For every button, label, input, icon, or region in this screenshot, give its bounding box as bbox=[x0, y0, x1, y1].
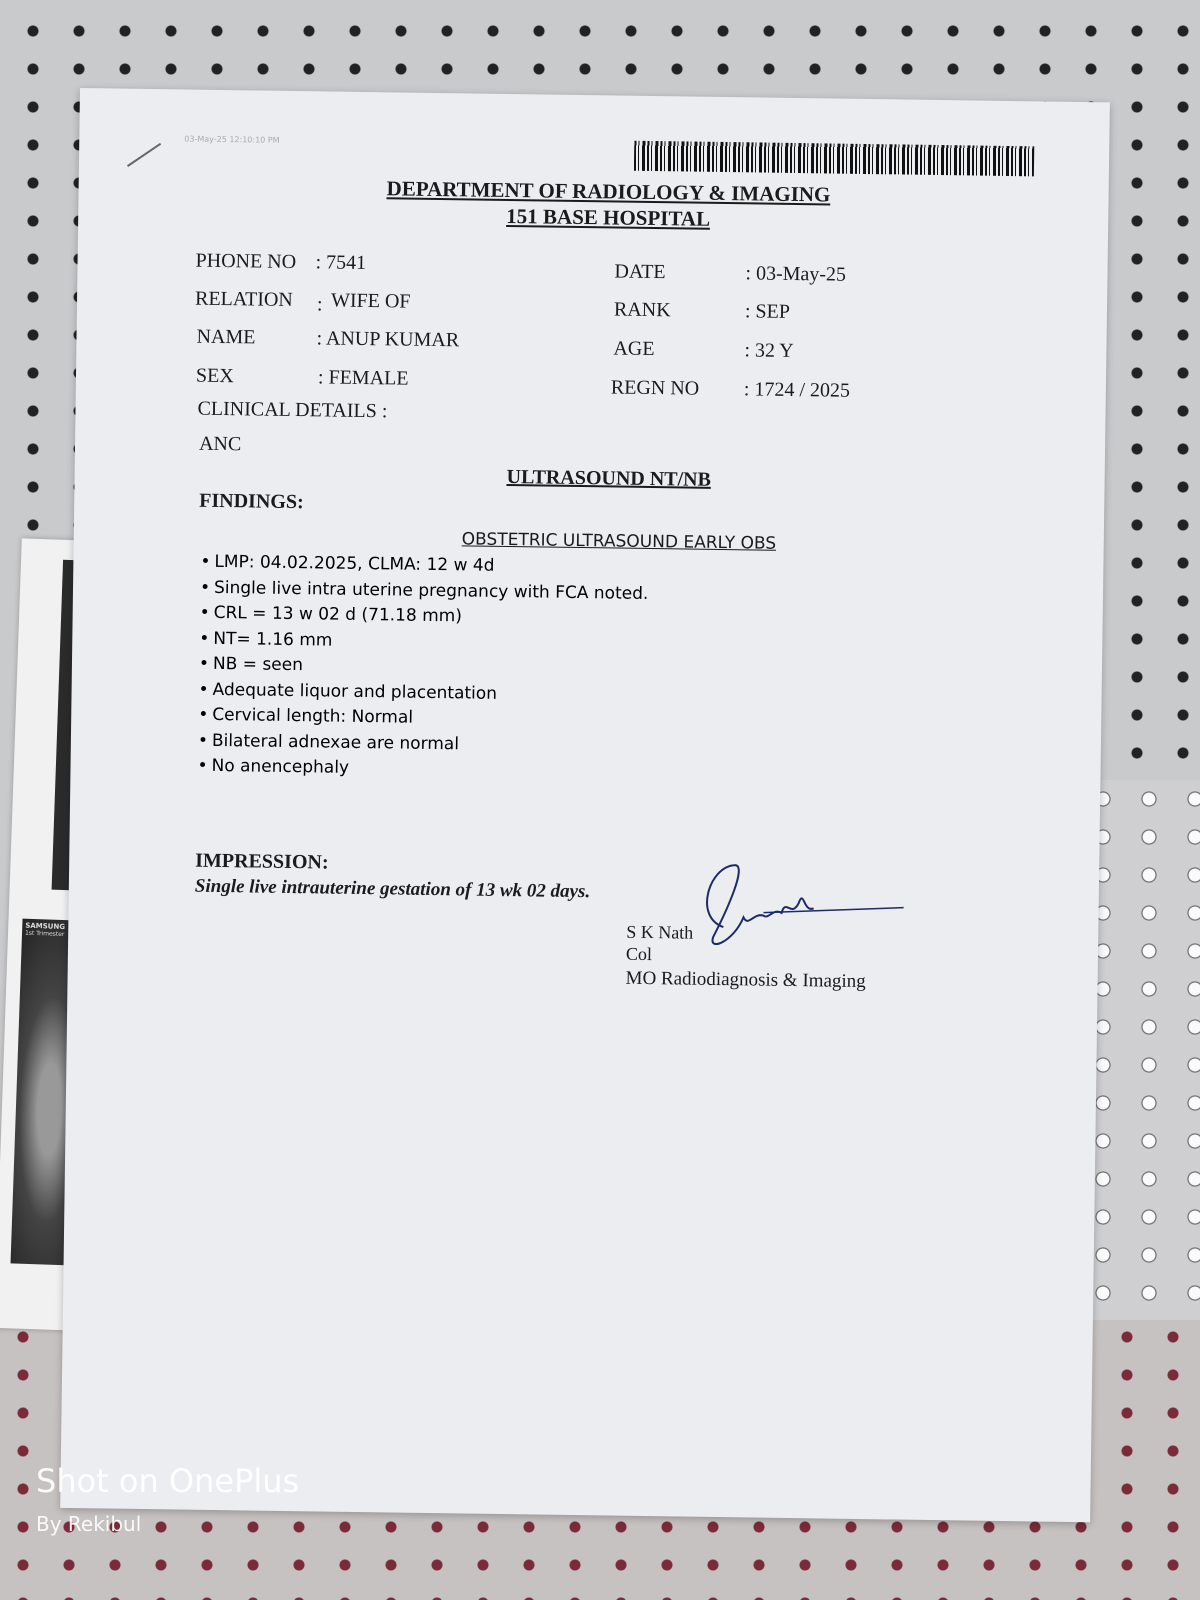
impression-text: Single live intrauterine gestation of 13 wk 02 days. bbox=[194, 875, 591, 903]
relation-value: WIFE OF bbox=[330, 289, 411, 313]
finding-item: • No anencephaly bbox=[197, 755, 350, 778]
signatory-rank: Col bbox=[625, 943, 653, 965]
finding-item: • NB = seen bbox=[198, 653, 304, 676]
phone-value: : 7541 bbox=[315, 251, 367, 275]
finding-item: • Single live intra uterine pregnancy with FCA noted. bbox=[199, 577, 649, 604]
finding-item: • CRL = 13 w 02 d (71.18 mm) bbox=[199, 602, 463, 627]
date-label: DATE bbox=[614, 260, 666, 284]
finding-item: • LMP: 04.02.2025, CLMA: 12 w 4d bbox=[200, 551, 495, 576]
relation-colon: : bbox=[316, 293, 323, 316]
regn-label: REGN NO bbox=[610, 376, 700, 400]
findings-subtitle: OBSTETRIC ULTRASOUND EARLY OBS bbox=[461, 529, 777, 554]
sex-label: SEX bbox=[195, 364, 234, 388]
finding-item: • Adequate liquor and placentation bbox=[198, 679, 498, 704]
age-value: : 32 Y bbox=[744, 339, 794, 362]
phone-label: PHONE NO bbox=[195, 249, 297, 274]
regn-value: : 1724 / 2025 bbox=[743, 378, 851, 402]
impression-label: IMPRESSION: bbox=[195, 849, 329, 874]
clinical-details-value: ANC bbox=[198, 432, 242, 456]
print-timestamp: 03-May-25 12:10:10 PM bbox=[184, 134, 280, 145]
finding-item: • Cervical length: Normal bbox=[198, 704, 414, 728]
ultrasound-brand: SAMSUNG bbox=[25, 921, 66, 932]
date-value: : 03-May-25 bbox=[745, 262, 847, 286]
department-title: DEPARTMENT OF RADIOLOGY & IMAGING bbox=[386, 176, 831, 207]
finding-item: • Bilateral adnexae are normal bbox=[197, 730, 460, 754]
signature bbox=[653, 856, 915, 970]
findings-label: FINDINGS: bbox=[199, 489, 304, 514]
signatory-designation: MO Radiodiagnosis & Imaging bbox=[625, 967, 866, 993]
findings-list bbox=[197, 552, 649, 788]
barcode bbox=[634, 141, 1034, 177]
ultrasound-mode: 1st Trimester bbox=[24, 929, 65, 939]
clinical-details-label: CLINICAL DETAILS : bbox=[197, 397, 388, 423]
study-title: ULTRASOUND NT/NB bbox=[506, 465, 712, 491]
name-value: : ANUP KUMAR bbox=[316, 327, 460, 352]
rank-label: RANK bbox=[613, 298, 671, 322]
pen-mark bbox=[127, 143, 161, 167]
camera-watermark: Shot on OnePlus bbox=[36, 1462, 300, 1500]
rank-value: : SEP bbox=[744, 300, 791, 323]
name-label: NAME bbox=[196, 325, 256, 349]
relation-label: RELATION bbox=[194, 287, 293, 311]
finding-item: • NT= 1.16 mm bbox=[199, 628, 333, 651]
age-label: AGE bbox=[613, 337, 655, 361]
camera-watermark-author: By Rekibul bbox=[36, 1512, 142, 1536]
radiology-report-page bbox=[60, 88, 1110, 1522]
signatory-name: S K Nath bbox=[626, 921, 694, 943]
sex-value: : FEMALE bbox=[317, 366, 409, 390]
hospital-title: 151 BASE HOSPITAL bbox=[506, 203, 711, 231]
